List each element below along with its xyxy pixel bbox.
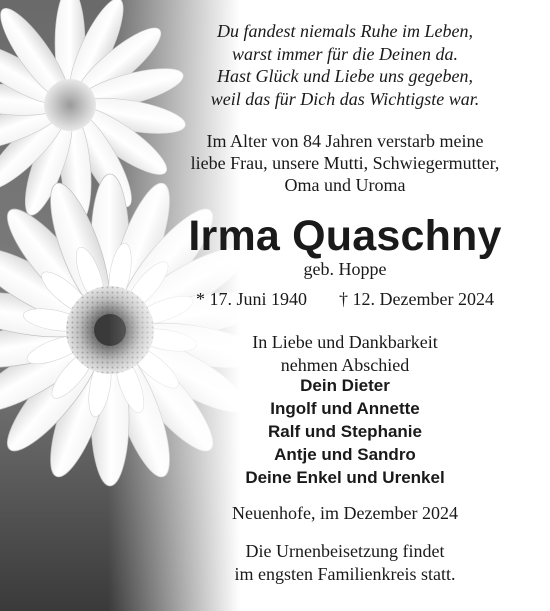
place-and-date: Neuenhofe, im Dezember 2024 xyxy=(232,503,458,523)
announcement-line: liebe Frau, unsere Mutti, Schwiegermutter, xyxy=(190,153,500,173)
deceased-name: Irma Quaschny xyxy=(188,212,502,260)
mourner: Deine Enkel und Urenkel xyxy=(245,468,445,487)
birth-date: * 17. Juni 1940 xyxy=(196,289,308,309)
burial-note xyxy=(140,540,550,585)
life-dates xyxy=(140,288,550,310)
notice-text xyxy=(140,0,550,611)
mourner: Dein Dieter xyxy=(300,376,390,395)
burial-line: Die Urnenbeisetzung findet xyxy=(245,541,445,561)
announcement-line: Im Alter von 84 Jahren verstarb meine xyxy=(206,131,484,151)
poem-line: Du fandest niemals Ruhe im Leben, xyxy=(217,21,473,41)
memorial-poem xyxy=(140,20,550,110)
maiden-name: geb. Hoppe xyxy=(303,259,387,279)
mourner: Antje und Sandro xyxy=(274,445,416,464)
poem-line: Hast Glück und Liebe uns gegeben, xyxy=(217,66,473,86)
poem-line: warst immer für die Deinen da. xyxy=(232,43,458,64)
mourner: Ingolf und Annette xyxy=(270,399,420,418)
mourner: Ralf und Stephanie xyxy=(268,422,422,441)
poem-line: weil das für Dich das Wichtigste war. xyxy=(210,88,480,109)
death-date: † 12. Dezember 2024 xyxy=(339,289,494,309)
farewell-line: nehmen Abschied xyxy=(280,355,410,375)
death-announcement xyxy=(140,130,550,196)
farewell-line: In Liebe und Dankbarkeit xyxy=(252,332,438,352)
farewell-text xyxy=(140,331,550,377)
announcement-line: Oma und Uroma xyxy=(284,175,406,195)
mourners-list xyxy=(140,374,550,489)
burial-line: im engsten Familienkreis statt. xyxy=(234,563,456,584)
